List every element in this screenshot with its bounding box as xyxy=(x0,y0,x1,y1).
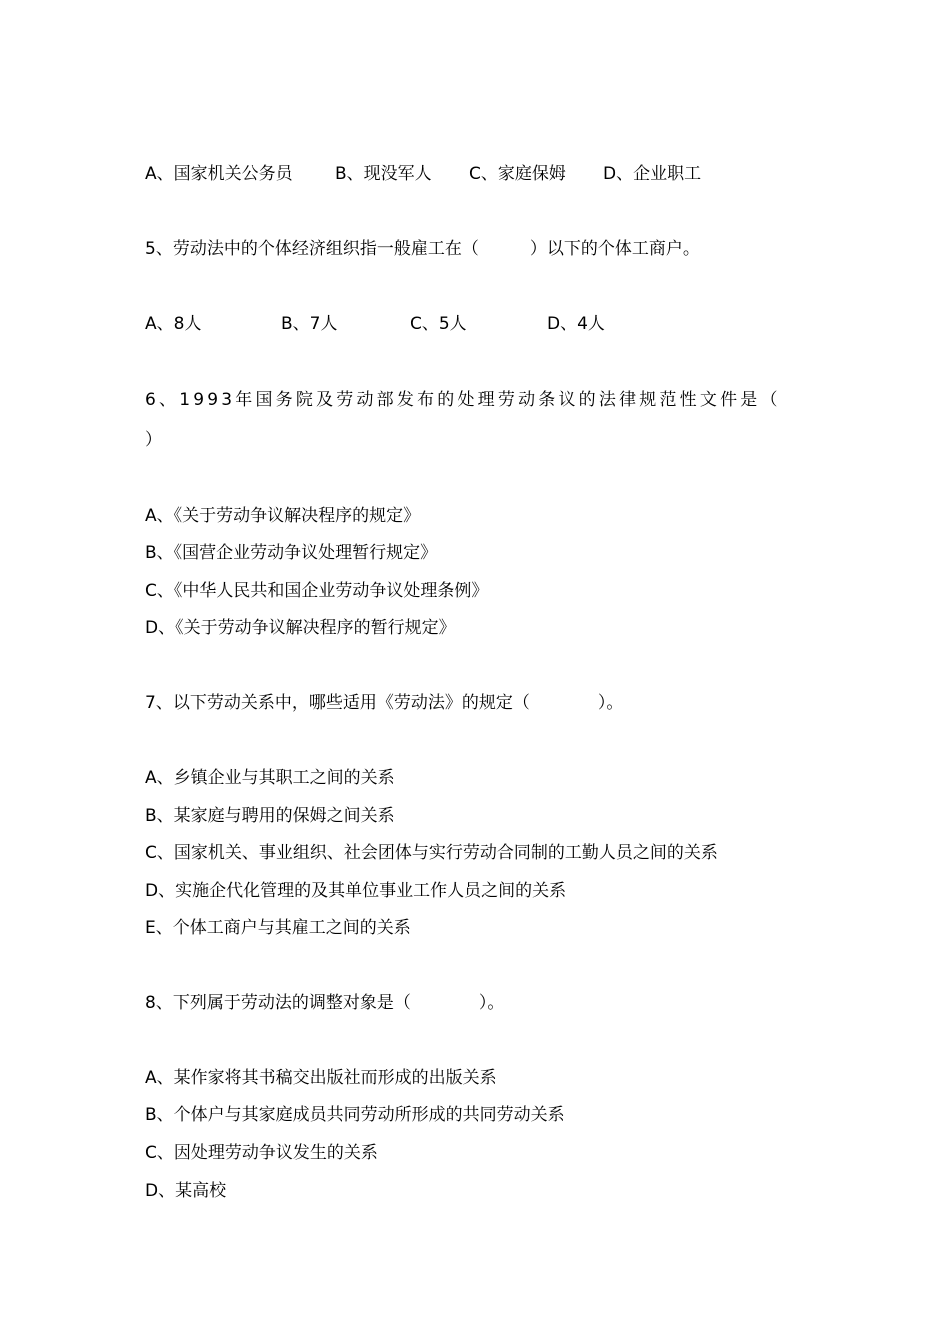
q8-option-b: B、个体户与其家庭成员共同劳动所形成的共同劳动关系 xyxy=(145,1105,565,1125)
q6-option-a: A、《关于劳动争议解决程序的规定》 xyxy=(145,506,421,526)
q7-option-b: B、某家庭与聘用的保姆之间关系 xyxy=(145,806,395,826)
q5-options-row xyxy=(145,313,845,335)
q7-option-d: D、实施企代化管理的及其单位事业工作人员之间的关系 xyxy=(145,881,567,901)
q6-option-c: C、《中华人民共和国企业劳动争议处理条例》 xyxy=(145,581,489,601)
q8-stem: 8、下列属于劳动法的调整对象是（ ）。 xyxy=(145,993,505,1013)
q8-option-c: C、因处理劳动争议发生的关系 xyxy=(145,1143,378,1163)
q5-option-c: C、5人 xyxy=(410,314,467,334)
q4-option-a: A、国家机关公务员 xyxy=(145,164,293,184)
q7-stem: 7、以下劳动关系中，哪些适用《劳动法》的规定（ ）。 xyxy=(145,693,624,713)
q4-option-b: B、现没军人 xyxy=(335,164,432,184)
q5-stem: 5、劳动法中的个体经济组织指一般雇工在（ ）以下的个体工商户。 xyxy=(145,239,700,259)
q8-option-d: D、某高校 xyxy=(145,1181,227,1201)
q7-option-c: C、国家机关、事业组织、社会团体与实行劳动合同制的工勤人员之间的关系 xyxy=(145,843,718,863)
q5-option-d: D、4人 xyxy=(547,314,605,334)
q7-option-a: A、乡镇企业与其职工之间的关系 xyxy=(145,768,395,788)
q5-option-b: B、7人 xyxy=(281,314,338,334)
q6-option-d: D、《关于劳动争议解决程序的暂行规定》 xyxy=(145,618,456,638)
q4-option-c: C、家庭保姆 xyxy=(469,164,566,184)
q8-option-a: A、某作家将其书稿交出版社而形成的出版关系 xyxy=(145,1068,497,1088)
q4-option-d: D、企业职工 xyxy=(603,164,702,184)
q6-stem-line2: ） xyxy=(145,430,162,450)
q4-options-row xyxy=(145,163,845,185)
q6-stem-line1: 6、1993年国务院及劳动部发布的处理劳动条议的法律规范性文件是（ xyxy=(145,390,781,410)
q6-option-b: B、《国营企业劳动争议处理暂行规定》 xyxy=(145,543,438,563)
q7-option-e: E、个体工商户与其雇工之间的关系 xyxy=(145,918,411,938)
q5-option-a: A、8人 xyxy=(145,314,202,334)
